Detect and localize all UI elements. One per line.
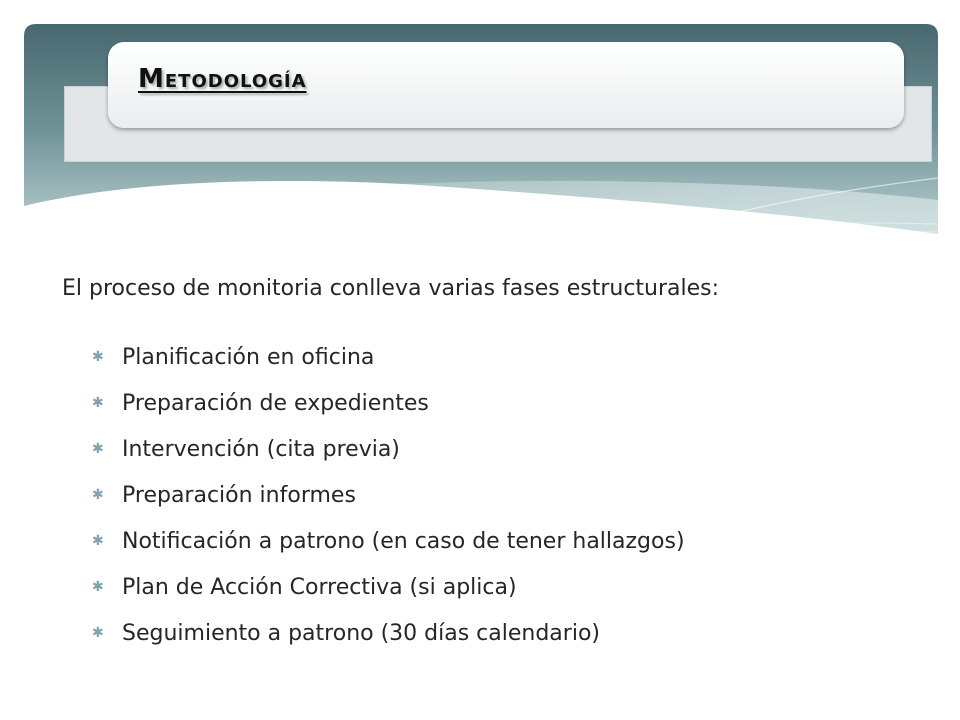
header-wave-line-2 [454, 223, 938, 246]
list-item-text: Notificación a patrono (en caso de tener hallazgos) [122, 528, 685, 554]
asterisk-bullet-icon: ✱ [92, 579, 104, 595]
list-item-text: Preparación de expedientes [122, 390, 429, 416]
list-item-text: Intervención (cita previa) [122, 436, 400, 462]
list-item-text: Seguimiento a patrono (30 días calendario) [122, 620, 600, 646]
asterisk-bullet-icon: ✱ [92, 441, 104, 457]
list-item [92, 518, 685, 564]
asterisk-bullet-icon: ✱ [92, 533, 104, 549]
asterisk-bullet-icon: ✱ [92, 487, 104, 503]
list-item [92, 380, 685, 426]
list-item-text: Preparación informes [122, 482, 356, 508]
list-item [92, 426, 685, 472]
list-item [92, 334, 685, 380]
intro-text: El proceso de monitoria conlleva varias fases estructurales: [62, 276, 720, 301]
list-item [92, 564, 685, 610]
list-item-text: Planificación en oficina [122, 344, 375, 370]
asterisk-bullet-icon: ✱ [92, 349, 104, 365]
list-item [92, 610, 685, 656]
phase-list [92, 334, 685, 656]
slide-title: Metodología [138, 64, 307, 94]
list-item [92, 472, 685, 518]
header-wave-line-3 [624, 232, 938, 260]
asterisk-bullet-icon: ✱ [92, 395, 104, 411]
asterisk-bullet-icon: ✱ [92, 625, 104, 641]
list-item-text: Plan de Acción Correctiva (si aplica) [122, 574, 517, 600]
